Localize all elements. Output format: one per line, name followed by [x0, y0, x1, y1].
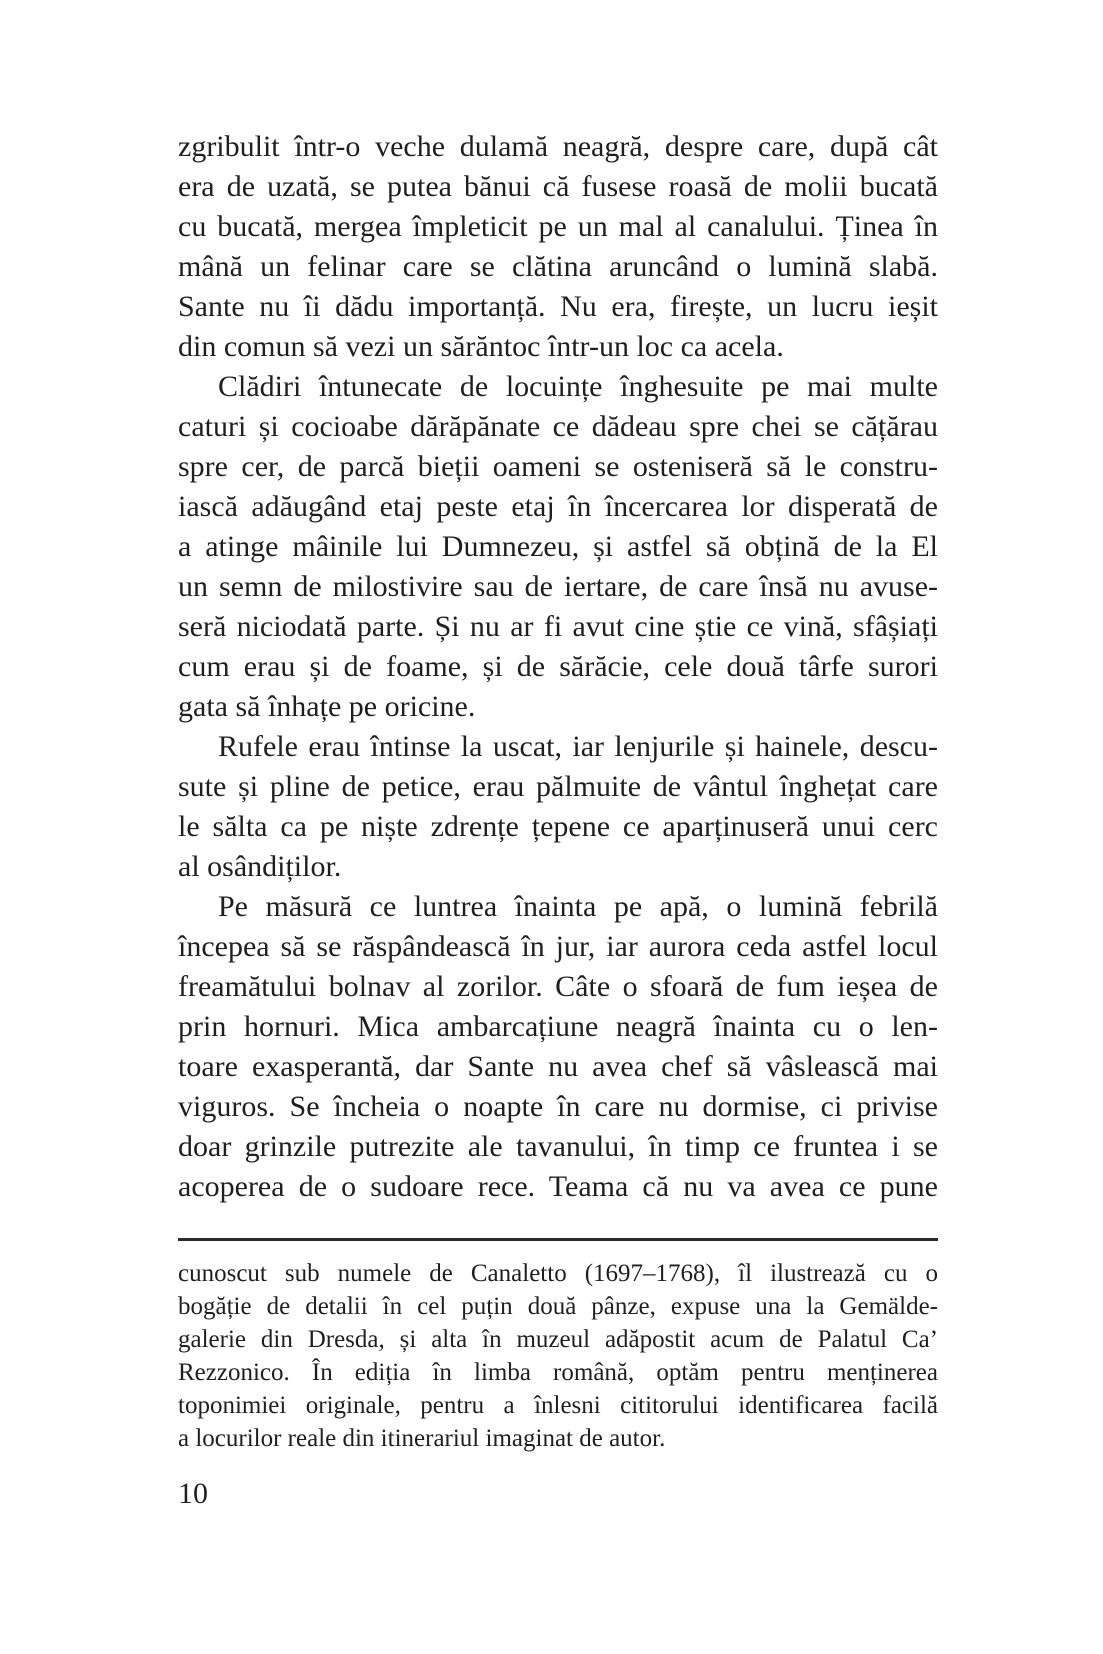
footnote-separator [178, 1238, 938, 1241]
text-line: viguros. Se încheia o noapte în care nu dormise, ci privise [178, 1090, 938, 1123]
text-line: doar grinzile putrezite ale tavanului, în timp ce fruntea i se [178, 1130, 938, 1163]
text-line: sute și pline de petice, erau pălmuite de vântul înghețat care [178, 770, 938, 803]
paragraph [178, 1257, 938, 1455]
text-line: Rezzonico. În ediția în limba română, optăm pentru menținerea [178, 1359, 938, 1386]
paragraph [178, 127, 938, 367]
text-line: Sante nu îi dădu importanță. Nu era, firește, un lucru ieșit [178, 290, 938, 323]
text-line: începea să se răspândească în jur, iar aurora ceda astfel locul [178, 930, 938, 963]
text-line: cunoscut sub numele de Canaletto (1697–1768), îl ilustrează cu o [178, 1260, 938, 1287]
text-line: cu bucată, mergea împleticit pe un mal al canalului. Ținea în [178, 210, 938, 243]
text-line: le sălta ca pe niște zdrențe țepene ce aparținuseră unui cerc [178, 810, 938, 843]
body-text [178, 127, 938, 1207]
text-line: Clădiri întunecate de locuințe înghesuite pe mai multe [218, 370, 938, 403]
text-line: era de uzată, se putea bănui că fusese roasă de molii bucată [178, 170, 938, 203]
text-line: freamătului bolnav al zorilor. Câte o sfoară de fum ieșea de [178, 970, 938, 1003]
paragraph [178, 887, 938, 1207]
page-number: 10 [178, 1477, 208, 1510]
paragraph [178, 367, 938, 727]
text-line: seră niciodată parte. Și nu ar fi avut cine știe ce vină, sfâșiați [178, 610, 938, 643]
text-line: un semn de milostivire sau de iertare, de care însă nu avuse- [178, 570, 938, 603]
text-line: iască adăugând etaj peste etaj în încercarea lor disperată de [178, 490, 938, 523]
text-line: spre cer, de parcă bieții oameni se osteniseră să le constru- [178, 450, 938, 483]
paragraph [178, 727, 938, 887]
text-column [178, 127, 938, 1512]
text-line: mână un felinar care se clătina aruncând o lumină slabă. [178, 250, 938, 283]
text-line: cum erau și de foame, și de sărăcie, cele două târfe surori [178, 650, 938, 683]
text-line: toare exasperantă, dar Sante nu avea chef să vâslească mai [178, 1050, 938, 1083]
text-line: acoperea de o sudoare rece. Teama că nu va avea ce pune [178, 1170, 938, 1203]
text-line: prin hornuri. Mica ambarcațiune neagră înainta cu o len- [178, 1010, 938, 1043]
text-line: bogăție de detalii în cel puțin două pânze, expuse una la Gemälde- [178, 1293, 938, 1320]
text-line: a locurilor reale din itinerariul imaginat de autor. [178, 1425, 666, 1452]
text-line: Pe măsură ce luntrea înainta pe apă, o lumină febrilă [218, 890, 938, 923]
text-line: caturi și cocioabe dărăpănate ce dădeau spre chei se cățărau [178, 410, 938, 443]
text-line: toponimiei originale, pentru a înlesni cititorului identificarea facilă [178, 1392, 938, 1419]
text-line: gata să înhațe pe oricine. [178, 690, 476, 723]
text-line: a atinge mâinile lui Dumnezeu, și astfel să obțină de la El [178, 530, 938, 563]
text-line: Rufele erau întinse la uscat, iar lenjurile și hainele, descu- [218, 730, 938, 763]
text-line: din comun să vezi un sărăntoc într-un loc ca acela. [178, 330, 784, 363]
text-line: al osândiților. [178, 850, 342, 883]
text-line: zgribulit într-o veche dulamă neagră, despre care, după cât [178, 130, 938, 163]
footnote [178, 1257, 938, 1455]
text-line: galerie din Dresda, și alta în muzeul adăpostit acum de Palatul Ca’ [178, 1326, 938, 1353]
